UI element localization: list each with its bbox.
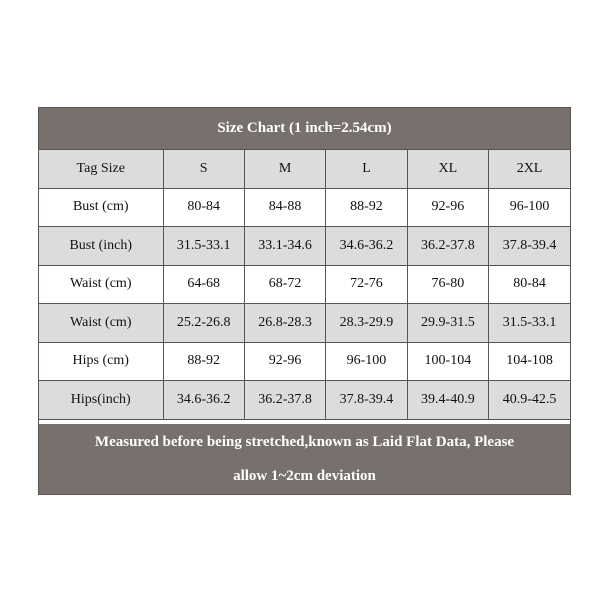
table-cell: 34.6-36.2 [163, 381, 244, 420]
table-row [39, 265, 570, 304]
row-label: Bust (cm) [39, 188, 163, 227]
table-row [39, 381, 570, 420]
table-cell: 80-84 [489, 265, 570, 304]
table-cell: 34.6-36.2 [326, 227, 407, 266]
table-cell: 33.1-34.6 [244, 227, 325, 266]
header-cell-xl: XL [407, 150, 488, 189]
table-row [39, 342, 570, 381]
table-cell: 92-96 [407, 188, 488, 227]
table-cell: 39.4-40.9 [407, 381, 488, 420]
table-cell: 25.2-26.8 [163, 304, 244, 343]
table-cell: 68-72 [244, 265, 325, 304]
table-cell: 104-108 [489, 342, 570, 381]
measurement-note-line-1: Measured before being stretched,known as Laid Flat Data, Please [94, 434, 515, 450]
table-cell: 36.2-37.8 [407, 227, 488, 266]
table-cell: 64-68 [163, 265, 244, 304]
table-cell: 28.3-29.9 [326, 304, 407, 343]
table-row [39, 188, 570, 227]
row-label: Hips (cm) [39, 342, 163, 381]
table-cell: 96-100 [326, 342, 407, 381]
row-label: Waist (cm) [39, 304, 163, 343]
table-cell: 88-92 [163, 342, 244, 381]
table-cell: 88-92 [326, 188, 407, 227]
table-cell: 96-100 [489, 188, 570, 227]
table-cell: 36.2-37.8 [244, 381, 325, 420]
table-cell: 76-80 [407, 265, 488, 304]
row-label: Waist (cm) [39, 265, 163, 304]
table-row [39, 304, 570, 343]
row-label: Bust (inch) [39, 227, 163, 266]
measurement-note [39, 424, 570, 494]
header-cell-tag-size: Tag Size [39, 150, 163, 189]
measurement-note-line-2: allow 1~2cm deviation [233, 468, 376, 484]
size-chart [38, 107, 571, 495]
table-cell: 37.8-39.4 [326, 381, 407, 420]
row-label: Hips(inch) [39, 381, 163, 420]
table-cell: 92-96 [244, 342, 325, 381]
size-table [39, 149, 570, 420]
size-chart-title: Size Chart (1 inch=2.54cm) [39, 108, 570, 149]
table-cell: 72-76 [326, 265, 407, 304]
table-header-row [39, 150, 570, 189]
table-cell: 80-84 [163, 188, 244, 227]
table-cell: 31.5-33.1 [489, 304, 570, 343]
header-cell-l: L [326, 150, 407, 189]
table-cell: 100-104 [407, 342, 488, 381]
header-cell-m: M [244, 150, 325, 189]
table-cell: 29.9-31.5 [407, 304, 488, 343]
table-cell: 31.5-33.1 [163, 227, 244, 266]
table-cell: 26.8-28.3 [244, 304, 325, 343]
table-cell: 84-88 [244, 188, 325, 227]
table-cell: 37.8-39.4 [489, 227, 570, 266]
table-cell: 40.9-42.5 [489, 381, 570, 420]
table-row [39, 227, 570, 266]
header-cell-s: S [163, 150, 244, 189]
header-cell-2xl: 2XL [489, 150, 570, 189]
